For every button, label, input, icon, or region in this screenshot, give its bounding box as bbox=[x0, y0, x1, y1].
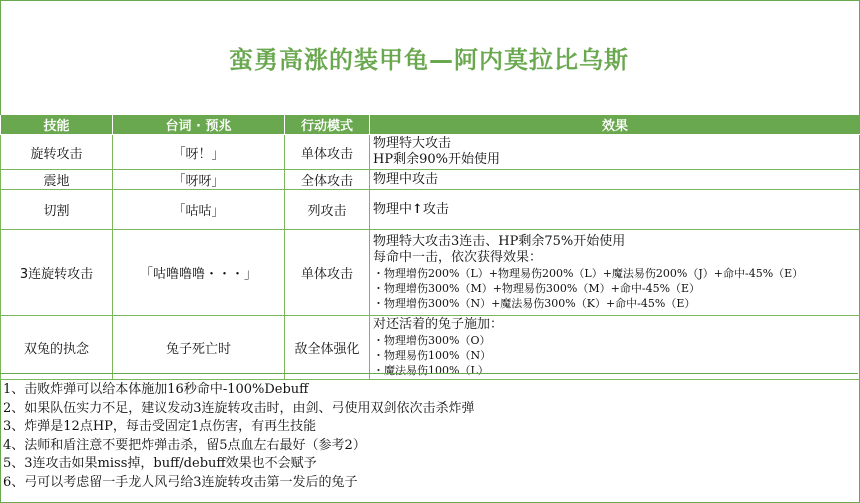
skill-effect bbox=[370, 190, 860, 230]
notes-section bbox=[0, 373, 858, 499]
table-row bbox=[1, 230, 860, 316]
skill-name: 双兔的执念 bbox=[1, 316, 113, 380]
skill-effect bbox=[370, 135, 860, 170]
skill-name: 3连旋转攻击 bbox=[1, 230, 113, 316]
effect-line: 物理特大攻击3连击、HP剩余75%开始使用 bbox=[373, 234, 626, 249]
table-row bbox=[1, 316, 860, 380]
header-line: 台词 · 预兆 bbox=[113, 115, 285, 135]
note-item: 5、3连攻击如果miss掉，buff/debuff效果也不会赋予 bbox=[3, 456, 317, 471]
effect-suffix: 攻击 bbox=[422, 201, 449, 217]
skill-mode: 敌全体强化 bbox=[285, 316, 370, 380]
effect-line bbox=[373, 202, 860, 218]
skill-mode: 全体攻击 bbox=[285, 170, 370, 190]
skill-effect bbox=[370, 230, 860, 316]
skill-line: 兔子死亡时 bbox=[113, 316, 285, 380]
skill-mode: 单体攻击 bbox=[285, 230, 370, 316]
note-item: 4、法师和盾注意不要把炸弹击杀，留5点血左右最好（参考2） bbox=[3, 437, 366, 453]
skill-table bbox=[0, 115, 860, 380]
header-mode: 行动模式 bbox=[285, 115, 370, 135]
table-row bbox=[1, 170, 860, 190]
effect-line: 对还活着的兔子施加： bbox=[373, 317, 504, 332]
effect-line: 物理特大攻击 bbox=[373, 136, 452, 151]
effect-detail: ・物理增伤200%（L）+物理易伤200%（L）+魔法易伤200%（J）+命中-45%（E） bbox=[373, 267, 804, 280]
skill-name: 切割 bbox=[1, 190, 113, 230]
up-arrow-icon: ↑ bbox=[412, 201, 423, 217]
skill-effect bbox=[370, 316, 860, 380]
effect-detail: ・魔法易伤100%（L） bbox=[373, 364, 489, 377]
effect-detail: ・物理易伤100%（N） bbox=[373, 349, 492, 362]
effect-detail: ・物理增伤300%（N）+魔法易伤300%（K）+命中-45%（E） bbox=[373, 297, 696, 310]
table-row bbox=[1, 190, 860, 230]
skill-effect bbox=[370, 170, 860, 190]
page-title: 蛮勇高涨的装甲龟—阿内莫拉比乌斯 bbox=[229, 46, 629, 74]
note-item: 1、击败炸弹可以给本体施加16秒命中-100%Debuff bbox=[3, 382, 309, 397]
table-row bbox=[1, 135, 860, 170]
skill-mode: 列攻击 bbox=[285, 190, 370, 230]
note-item: 3、炸弹是12点HP，每击受固定1点伤害，有再生技能 bbox=[3, 419, 317, 434]
header-effect: 效果 bbox=[370, 115, 860, 135]
skill-line: 「呀呀」 bbox=[113, 170, 285, 190]
skill-name: 旋转攻击 bbox=[1, 135, 113, 170]
skill-line: 「咕咕」 bbox=[113, 190, 285, 230]
note-item: 2、如果队伍实力不足，建议发动3连旋转攻击时，由剑、弓使用双剑依次击杀炸弹 bbox=[3, 400, 475, 416]
skill-line: 「呀！」 bbox=[113, 135, 285, 170]
table-header-row bbox=[1, 115, 860, 135]
effect-detail: ・物理增伤300%（O） bbox=[373, 334, 491, 347]
effect-line: 物理中攻击 bbox=[373, 171, 439, 187]
effect-line: HP剩余90%开始使用 bbox=[373, 152, 500, 167]
skill-name: 震地 bbox=[1, 170, 113, 190]
skill-mode: 单体攻击 bbox=[285, 135, 370, 170]
effect-line: 每命中一击，依次获得效果： bbox=[373, 250, 543, 265]
skill-line: 「咕噜噜噜・・・」 bbox=[113, 230, 285, 316]
title-bar bbox=[0, 0, 858, 115]
effect-prefix: 物理中 bbox=[373, 201, 413, 217]
effect-detail: ・物理增伤300%（M）+物理易伤300%（M）+命中-45%（E） bbox=[373, 282, 701, 295]
note-item: 6、弓可以考虑留一手龙人风弓给3连旋转攻击第一发后的兔子 bbox=[3, 474, 358, 490]
header-skill: 技能 bbox=[1, 115, 113, 135]
